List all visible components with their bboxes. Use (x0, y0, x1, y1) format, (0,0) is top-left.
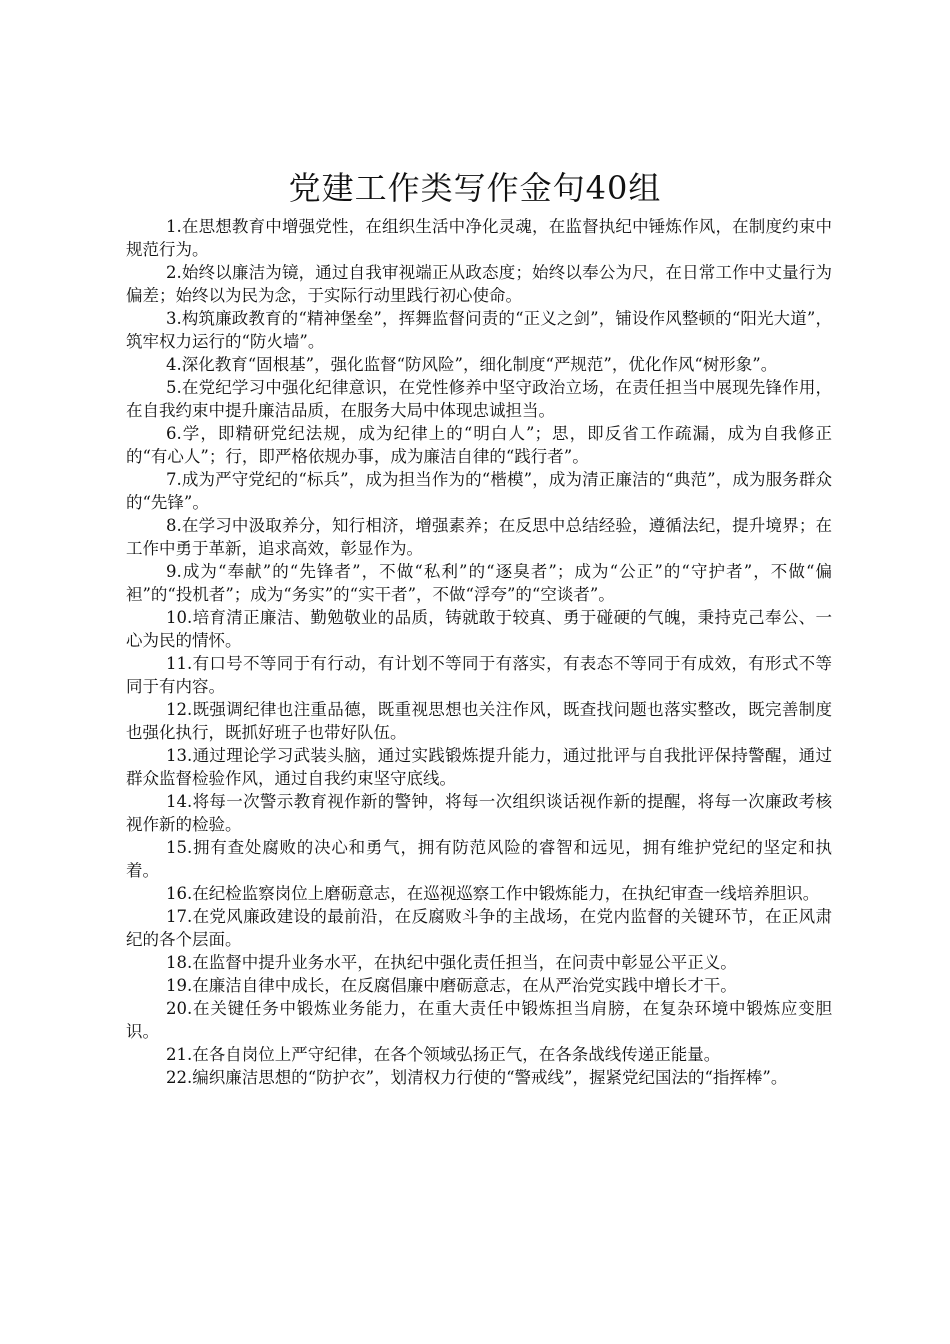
list-item: 9.成为“奉献”的“先锋者”，不做“私利”的“逐臭者”；成为“公正”的“守护者”，不做“偏袒”的“投机者”；成为“务实”的“实干者”，不做“浮夸”的“空谈者”。 (126, 562, 832, 604)
list-item: 12.既强调纪律也注重品德，既重视思想也关注作风，既查找问题也落实整改，既完善制度也强化执行，既抓好班子也带好队伍。 (126, 700, 832, 742)
list-item: 4.深化教育“固根基”，强化监督“防风险”，细化制度“严规范”，优化作风“树形象”。 (166, 355, 778, 374)
list-item: 17.在党风廉政建设的最前沿，在反腐败斗争的主战场，在党内监督的关键环节，在正风肃纪的各个层面。 (126, 907, 832, 949)
list-item: 22.编织廉洁思想的“防护衣”，划清权力行使的“警戒线”，握紧党纪国法的“指挥棒”。 (166, 1068, 788, 1087)
list-item: 15.拥有查处腐败的决心和勇气，拥有防范风险的睿智和远见，拥有维护党纪的坚定和执着。 (126, 838, 832, 880)
list-item: 6.学，即精研党纪法规，成为纪律上的“明白人”；思，即反省工作疏漏，成为自我修正的“有心人”；行，即严格依规办事，成为廉洁自律的“践行者”。 (126, 424, 832, 466)
list-item: 8.在学习中汲取养分，知行相济，增强素养；在反思中总结经验，遵循法纪，提升境界；在工作中勇于革新，追求高效，彰显作为。 (126, 516, 832, 558)
list-item: 3.构筑廉政教育的“精神堡垒”，挥舞监督问责的“正义之剑”，铺设作风整顿的“阳光大道”，筑牢权力运行的“防火墙”。 (126, 309, 832, 351)
list-item: 5.在党纪学习中强化纪律意识，在党性修养中坚守政治立场，在责任担当中展现先锋作用，在自我约束中提升廉洁品质，在服务大局中体现忠诚担当。 (126, 378, 832, 420)
list-item: 18.在监督中提升业务水平，在执纪中强化责任担当，在问责中彰显公平正义。 (166, 953, 737, 972)
list-item: 11.有口号不等同于有行动，有计划不等同于有落实，有表态不等同于有成效，有形式不等同于有内容。 (126, 654, 832, 696)
list-item: 10.培育清正廉洁、勤勉敬业的品质，铸就敢于较真、勇于碰硬的气魄，秉持克己奉公、一心为民的情怀。 (126, 608, 832, 650)
list-item: 2.始终以廉洁为镜，通过自我审视端正从政态度；始终以奉公为尺，在日常工作中丈量行为偏差；始终以为民为念，于实际行动里践行初心使命。 (126, 263, 832, 305)
list-item: 7.成为严守党纪的“标兵”，成为担当作为的“楷模”，成为清正廉洁的“典范”，成为服务群众的“先锋”。 (126, 470, 832, 512)
document-title: 党建工作类写作金句40组 (288, 169, 662, 207)
list-item: 20.在关键任务中锻炼业务能力，在重大责任中锻炼担当肩膀，在复杂环境中锻炼应变胆识。 (126, 999, 832, 1041)
list-item: 14.将每一次警示教育视作新的警钟，将每一次组织谈话视作新的提醒，将每一次廉政考核视作新的检验。 (126, 792, 832, 834)
document-body (126, 215, 832, 1089)
list-item: 21.在各自岗位上严守纪律，在各个领域弘扬正气，在各条战线传递正能量。 (166, 1045, 721, 1064)
list-item: 16.在纪检监察岗位上磨砺意志，在巡视巡察工作中锻炼能力，在执纪审查一线培养胆识。 (166, 884, 820, 903)
list-item: 19.在廉洁自律中成长，在反腐倡廉中磨砺意志，在从严治党实践中增长才干。 (166, 976, 737, 995)
list-item: 13.通过理论学习武装头脑，通过实践锻炼提升能力，通过批评与自我批评保持警醒，通过群众监督检验作风，通过自我约束坚守底线。 (126, 746, 832, 788)
list-item: 1.在思想教育中增强党性，在组织生活中净化灵魂，在监督执纪中锤炼作风，在制度约束中规范行为。 (126, 217, 832, 259)
